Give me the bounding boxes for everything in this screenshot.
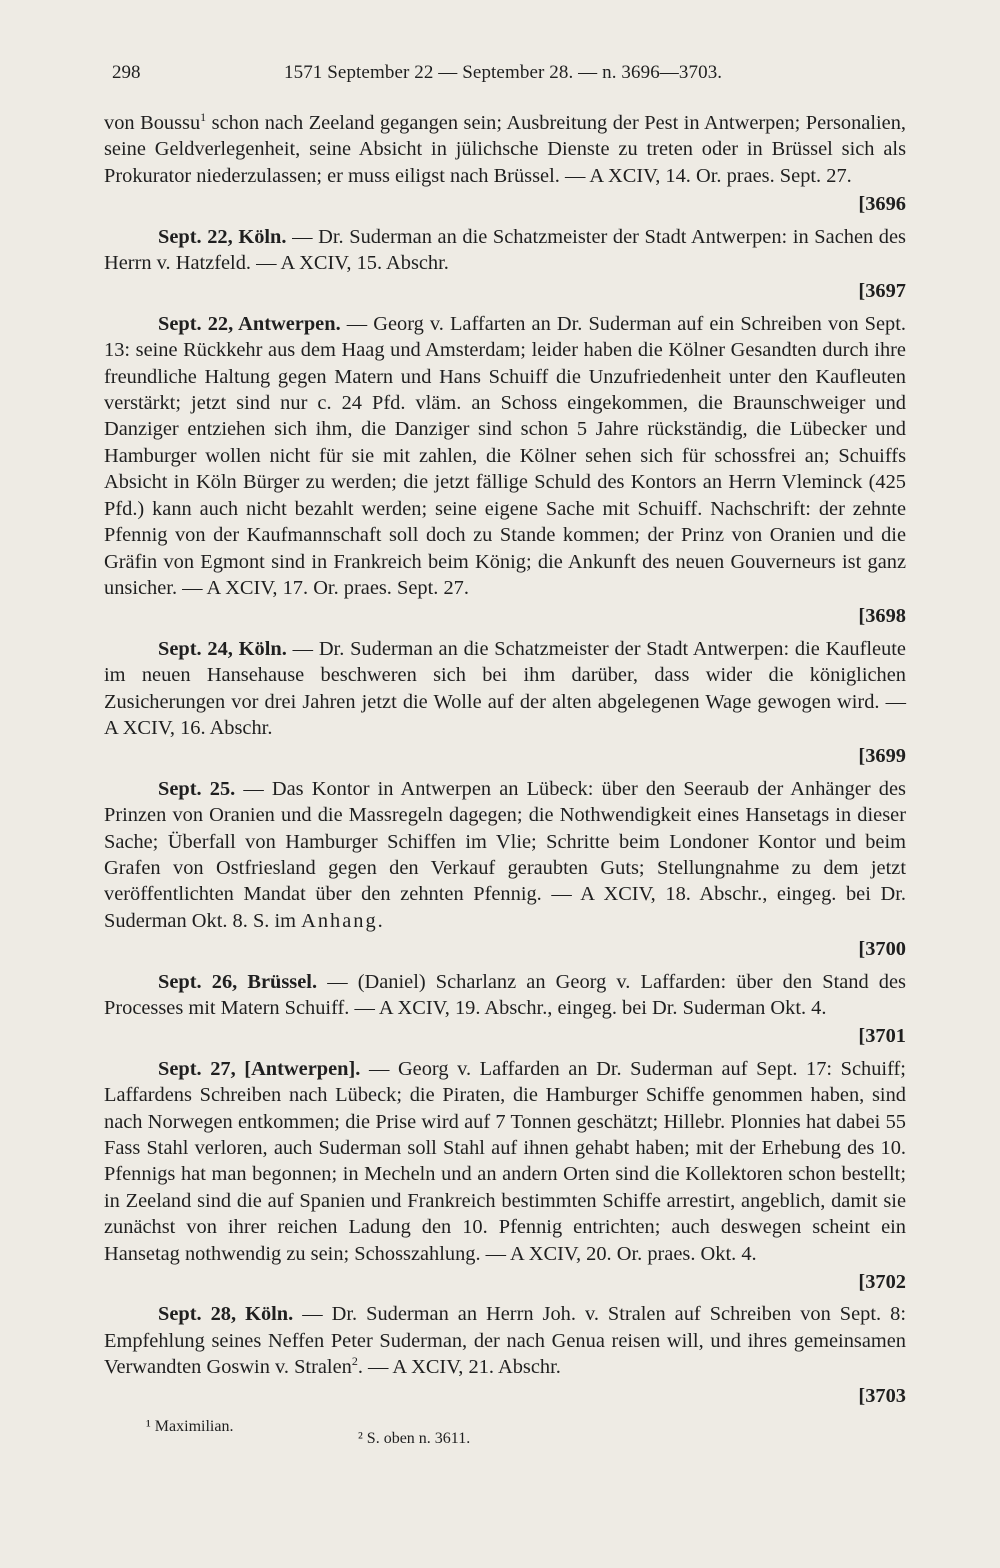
- entry-heading: Sept. 25.: [158, 777, 236, 800]
- entry-heading: Sept. 27, [Antwerpen].: [158, 1057, 361, 1080]
- entry-text-pre: von Boussu: [104, 112, 201, 134]
- page-number: 298: [112, 62, 141, 83]
- regest-body: [104, 110, 906, 1415]
- running-title: 1571 September 22 — September 28. — n. 3696—3703.: [284, 62, 723, 83]
- entry-3702: [104, 1056, 906, 1296]
- footnote-ref: 2: [351, 1354, 358, 1369]
- entry-text: — Dr. Suderman an die Schatzmeister der Stadt Antwerpen: die Kaufleute im neuen Hansehause beschweren sich bei ihm darüber, dass wider die königlichen Zusicherungen vor drei Jahren jetzt die Wolle auf der alten abgelegenen Wage gewogen wird. — A XCIV, 16. Abschr.: [104, 637, 906, 739]
- entry-heading: Sept. 28, Köln.: [158, 1303, 294, 1326]
- entry-heading: Sept. 22, Antwerpen.: [158, 312, 341, 335]
- entry-3698: [104, 311, 906, 630]
- entry-number: [3701: [858, 1025, 906, 1048]
- entry-text: — Georg v. Laffarden an Dr. Suderman auf Sept. 17: Schuiff; Laffardens Schreiben nach Lübeck; die Piraten, die Hamburger Schiffe genommen haben, sind nach Norwegen entkommen; die Prise wird auf 7 Tonnen geschätzt; Hillebr. Plonnies hat dabei 55 Fass Stahl verloren, auch Suderman soll Stahl auf ihnen gehabt haben; mit der Erhebung des 10. Pfennigs hat man begonnen; in Mecheln und an andern Orten sind die Kollektoren schon bestellt; in Zeeland sind die auf Spanien und Frankreich bestimmten Schiffe arrestirt, angeblich, damit sie zunächst von ihrer reichen Ladung den 10. Pfennig entrichten; auch deswegen scheint ein Hansetag nothwendig zu sein; Schosszahlung. — A XCIV, 20. Or. praes. Okt. 4.: [104, 1057, 906, 1265]
- entry-text: — Das Kontor in Antwerpen an Lübeck: über den Seeraub der Anhänger des Prinzen von Oranien und die Massregeln dagegen; die Nothwendigkeit eines Hansetags in dieser Sache; Überfall von Hamburger Schiffen im Vlie; Schritte beim Londoner Kontor und beim Grafen von Ostfriesland gegen den Verkauf geraubten Guts; Stellungnahme zu dem jetzt veröffentlichten Mandat über den zehnten Pfennig. — A XCIV, 18. Abschr., eingeg. bei Dr. Suderman Okt. 8. S. im: [104, 777, 906, 932]
- entry-text-pre: — Dr. Suderman an Herrn Joh. v. Stralen auf Schreiben von Sept. 8: Empfehlung seines Neffen Peter Suderman, der nach Genua reisen will, und ihres gemeinsamen Verwandten Goswin v. Stralen: [104, 1303, 906, 1379]
- entry-heading: Sept. 22, Köln.: [158, 225, 287, 248]
- footnote-1: ¹ Maximilian.: [146, 1418, 234, 1435]
- entry-text: — (Daniel) Scharlanz an Georg v. Laffarden: über den Stand des Processes mit Matern Schuiff. — A XCIV, 19. Abschr., eingeg. bei Dr. Suderman Okt. 4.: [104, 970, 906, 1019]
- entry-3703: [104, 1301, 906, 1409]
- entry-3699: [104, 636, 906, 770]
- entry-heading: Sept. 24, Köln.: [158, 637, 287, 660]
- entry-number: [3702: [858, 1271, 906, 1294]
- entry-text: — Georg v. Laffarten an Dr. Suderman auf ein Schreiben von Sept. 13: seine Rückkehr aus dem Haag und Amsterdam; leider haben die Kölner Gesandten durch ihre freundliche Haltung gegen Matern und Hans Schuiff die Unzufriedenheit unter den Kaufleuten verstärkt; jetzt sind nur c. 24 Pfd. vläm. an Schoss eingekommen, die Braunschweiger und Danziger entziehen sich ihm, die Danziger sind schon 5 Jahre rückständig, die Lübecker und Hamburger wollen nicht für sie mit zahlen, die Kölner sehen sich für schossfrei an; Schuiffs Absicht in Köln Bürger zu werden; die jetzt fällige Schuld des Kontors an Herrn Vleminck (425 Pfd.) kann auch nicht bezahlt werden; seine eigene Sache mit Schuiff. Nachschrift: der zehnte Pfennig von der Kaufmannschaft soll doch zu Stande kommen; der Prinz von Oranien und die Gräfin von Egmont sind in Frankreich beim König; die Ankunft des neuen Gouverneurs ist ganz unsicher. — A XCIV, 17. Or. praes. Sept. 27.: [104, 312, 906, 599]
- entry-3700: [104, 776, 906, 963]
- footnote-ref: 1: [200, 110, 207, 125]
- entry-3696: [104, 110, 906, 218]
- entry-spaced-text: Anhang.: [301, 909, 385, 932]
- entry-number: [3696: [858, 193, 906, 216]
- entry-text: — Dr. Suderman an die Schatzmeister der Stadt Antwerpen: in Sachen des Herrn v. Hatzfeld. — A XCIV, 15. Abschr.: [104, 225, 906, 275]
- footnote-2: ² S. oben n. 3611.: [358, 1430, 471, 1447]
- entry-3697: [104, 224, 906, 305]
- entry-text: . — A XCIV, 21. Abschr.: [357, 1356, 561, 1379]
- entry-number: [3700: [858, 938, 906, 961]
- entry-text: schon nach Zeeland gegangen sein; Ausbreitung der Pest in Antwerpen; Personalien, seine Geldverlegenheit, seine Absicht in jülichsche Dienste zu treten oder in Brüssel sich als Prokurator niederzulassen; er muss eiligst nach Brüssel. — A XCIV, 14. Or. praes. Sept. 27.: [104, 112, 906, 187]
- entry-number: [3699: [858, 745, 906, 768]
- entry-number: [3697: [858, 280, 906, 303]
- entry-3701: [104, 969, 906, 1050]
- entry-heading: Sept. 26, Brüssel.: [158, 970, 318, 993]
- entry-number: [3698: [858, 605, 906, 628]
- entry-number: [3703: [858, 1384, 906, 1407]
